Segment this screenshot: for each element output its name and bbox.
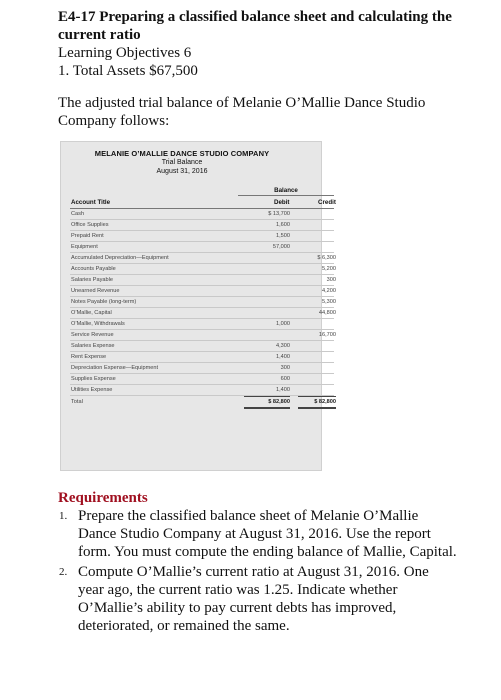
table-row [70, 363, 334, 374]
debit-amount: 1,600 [276, 222, 290, 228]
balance-header: Balance [238, 186, 334, 196]
column-header-row [70, 196, 334, 209]
account-title: O’Mallie, Capital [71, 310, 112, 316]
table-row [70, 330, 334, 341]
account-title: Supplies Expense [71, 376, 116, 382]
account-title: O’Mallie, Withdrawals [71, 321, 125, 327]
account-title: Accumulated Depreciation—Equipment [71, 255, 169, 261]
debit-amount: 1,400 [276, 354, 290, 360]
requirement-text: Compute O’Mallie’s current ratio at August 31, 2016. One year ago, the current ratio was 1.25. Indicate whether O’Mallie’s ability to pay current debts has improved, deteriorated, or remained the same. [78, 564, 429, 634]
account-title: Rent Expense [71, 354, 107, 360]
total-debit: $ 82,800 [244, 396, 290, 409]
debit-header: Debit [274, 199, 290, 206]
requirement-text: Prepare the classified balance sheet of Melanie O’Mallie Dance Studio Company at August 31, 2016. Use the report form. You must compute the ending balance of Mallie, Capital. [78, 508, 457, 560]
company-name: MELANIE O’MALLIE DANCE STUDIO COMPANY [94, 149, 270, 158]
requirement-item [58, 563, 458, 635]
credit-amount: 4,200 [322, 288, 336, 294]
table-row [70, 286, 334, 297]
total-label: Total [71, 399, 83, 405]
account-title: Unearned Revenue [71, 288, 120, 294]
requirement-number: 1. [59, 510, 68, 522]
table-row [70, 341, 334, 352]
table-row [70, 264, 334, 275]
account-title: Service Revenue [71, 332, 114, 338]
table-row [70, 319, 334, 330]
debit-amount: 4,300 [276, 343, 290, 349]
credit-amount: 5,300 [322, 299, 336, 305]
credit-amount: 44,800 [318, 310, 336, 316]
account-title: Salaries Payable [71, 277, 113, 283]
table-row [70, 374, 334, 385]
debit-amount: 300 [280, 365, 290, 371]
account-title: Equipment [71, 244, 98, 250]
trial-balance-table [70, 186, 334, 408]
account-title: Notes Payable (long-term) [71, 299, 137, 305]
total-row [70, 396, 334, 408]
requirement-item [58, 507, 458, 561]
account-title: Utilities Expense [71, 387, 113, 393]
table-row [70, 209, 334, 220]
problem-intro: The adjusted trial balance of Melanie O’Mallie Dance Studio Company follows: [58, 95, 426, 129]
debit-amount: 1,000 [276, 321, 290, 327]
debit-amount: 600 [280, 376, 290, 382]
credit-amount: 16,700 [318, 332, 336, 338]
table-row [70, 275, 334, 286]
balance-header-row [70, 186, 334, 196]
answer-hint: 1. Total Assets $67,500 [58, 63, 198, 79]
account-title: Office Supplies [71, 222, 109, 228]
credit-amount: $ 6,300 [317, 255, 336, 261]
table-row [70, 308, 334, 319]
account-title: Cash [71, 211, 85, 217]
statement-date: August 31, 2016 [156, 168, 208, 175]
total-credit: $ 82,800 [298, 396, 336, 409]
table-row [70, 297, 334, 308]
learning-objectives: Learning Objectives 6 [58, 45, 192, 61]
trial-balance-heading [61, 149, 321, 176]
problem-title: E4-17 Preparing a classified balance sheet and calculating the current ratio [58, 9, 452, 43]
trial-balance-exhibit [60, 141, 336, 471]
requirements-section [58, 489, 458, 635]
statement-name: Trial Balance [161, 159, 203, 166]
account-title: Prepaid Rent [71, 233, 104, 239]
requirements-list [58, 507, 458, 635]
account-title: Salaries Expense [71, 343, 115, 349]
credit-amount: 300 [326, 277, 336, 283]
credit-amount: 5,200 [322, 266, 336, 272]
table-row [70, 352, 334, 363]
debit-amount: $ 13,700 [268, 211, 290, 217]
debit-amount: 1,400 [276, 387, 290, 393]
debit-amount: 1,500 [276, 233, 290, 239]
table-row [70, 385, 334, 396]
table-row [70, 253, 334, 264]
debit-amount: 57,000 [272, 244, 290, 250]
table-row [70, 242, 334, 253]
requirement-number: 2. [59, 566, 68, 578]
trial-balance-rows [70, 209, 334, 396]
problem-header [58, 8, 458, 80]
account-title-header: Account Title [71, 199, 111, 206]
credit-header: Credit [318, 199, 336, 206]
requirements-heading: Requirements [58, 490, 148, 506]
table-row [70, 231, 334, 242]
table-row [70, 220, 334, 231]
account-title: Depreciation Expense—Equipment [71, 365, 159, 371]
account-title: Accounts Payable [71, 266, 116, 272]
